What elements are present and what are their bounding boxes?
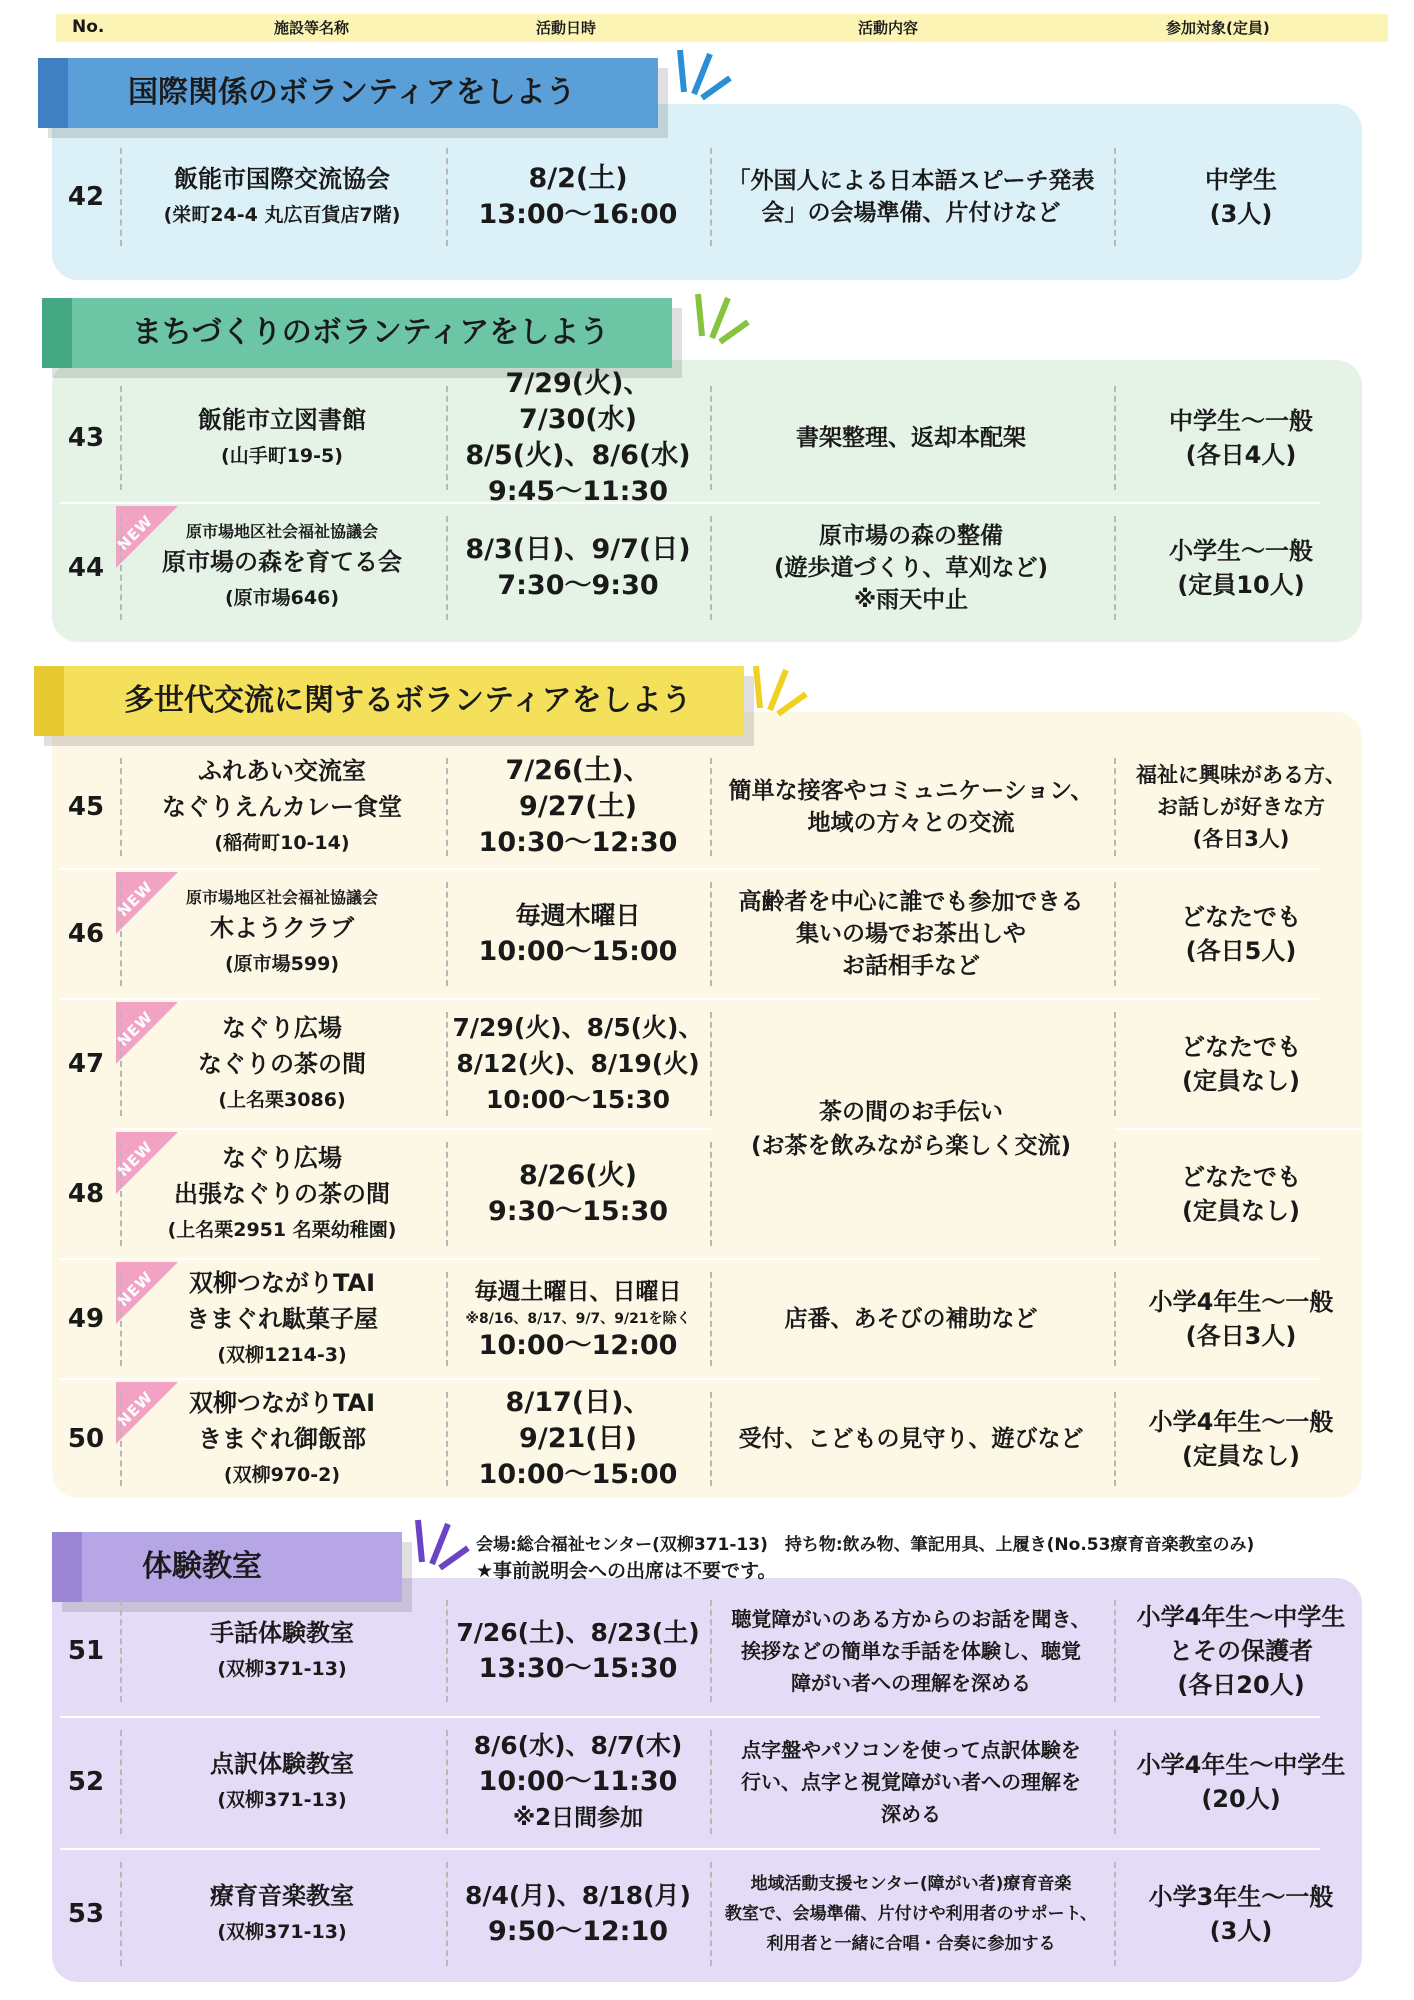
table-row [52, 748, 1362, 866]
activity-datetime: 毎週木曜日 10:00～15:00 [478, 901, 678, 967]
table-row [52, 1852, 1362, 1976]
new-badge: NEW [113, 1267, 157, 1311]
table-row [52, 1132, 1362, 1256]
table-row [52, 506, 1362, 630]
table-row [52, 1382, 1362, 1496]
target: 小学4年生～中学生 とその保護者 (各日20人) [1136, 1603, 1346, 1699]
target: どなたでも (定員なし) [1181, 1033, 1301, 1095]
section-international-title: 国際関係のボランティアをしよう [38, 58, 658, 128]
activity-content: 地域活動支援センター(障がい者)療育音楽 教室で、会場準備、片付けや利用者のサポート、 利用者と一緒に合唱・合奏に参加する [724, 1874, 1098, 1954]
target: どなたでも (各日5人) [1181, 903, 1301, 965]
header-target: 参加対象(定員) [1166, 19, 1270, 37]
activity-content: 聴覚障がいのある方からのお話を聞き、 挨拶などの簡単な手話を体験し、聴覚 障がい者への理解を深める [731, 1607, 1091, 1695]
target: 中学生～一般 (各日4人) [1169, 407, 1313, 469]
facility-name: 点訳体験教室 (双柳371-13) [210, 1750, 354, 1811]
activity-datetime: 毎週土曜日、日曜日 ※8/16、8/17、9/7、9/21を除く 10:00～12:00 [465, 1279, 691, 1361]
activity-content: 点字盤やパソコンを使って点訳体験を 行い、点字と視覚障がい者への理解を 深める [741, 1738, 1081, 1826]
row-number: 52 [67, 1767, 105, 1797]
facility-name: 飯能市立図書館 (山手町19-5) [198, 406, 366, 467]
row-number: 51 [67, 1636, 105, 1666]
activity-datetime: 7/29(火)、7/30(水) 8/5(火)、8/6(水) 9:45～11:30 [465, 368, 691, 507]
activity-datetime: 8/26(火) 9:30～15:30 [487, 1160, 669, 1227]
header-facility: 施設等名称 [274, 19, 350, 37]
row-number: 43 [67, 423, 105, 453]
activity-datetime: 8/3(日)、9/7(日) 7:30～9:30 [465, 534, 691, 601]
facility-name: 原市場地区社会福祉協議会 原市場の森を育てる会 (原市場646) [162, 522, 402, 609]
activity-content: 原市場の森の整備 (遊歩道づくり、草刈など) ※雨天中止 [773, 523, 1049, 613]
target: 小学4年生～中学生 (20人) [1136, 1751, 1346, 1813]
table-row [52, 1002, 1362, 1126]
facility-name: 飯能市国際交流協会 (栄町24-4 丸広百貨店7階) [163, 165, 401, 226]
header-no: No. [72, 17, 105, 37]
facility-name: 療育音楽教室 (双柳371-13) [210, 1882, 354, 1943]
facility-name: 双柳つながりTAI きまぐれ駄菓子屋 (双柳1214-3) [186, 1269, 378, 1366]
activity-datetime: 8/17(日)、9/21(日) 10:00～15:00 [478, 1387, 678, 1490]
target: 小学3年生～一般 (3人) [1148, 1883, 1334, 1945]
section-multigen-title: 多世代交流に関するボランティアをしよう [34, 666, 744, 736]
activity-datetime: 8/4(月)、8/18(月) 9:50～12:10 [465, 1881, 691, 1947]
section-town-title: まちづくりのボランティアをしよう [42, 298, 672, 368]
activity-datetime: 7/26(土)、9/27(土) 10:30～12:30 [478, 755, 678, 858]
activity-content: 店番、あそびの補助など [784, 1306, 1038, 1332]
facility-name: 双柳つながりTAI きまぐれ御飯部 (双柳970-2) [188, 1389, 375, 1486]
activity-content: 高齢者を中心に誰でも参加できる 集いの場でお茶出しや お話相手など [738, 889, 1084, 979]
table-row [52, 368, 1362, 507]
activity-datetime: 7/29(火)、8/5(火)、 8/12(火)、8/19(火) 10:00～15:30 [452, 1013, 704, 1114]
activity-content: 簡単な接客やコミュニケーション、 地域の方々との交流 [728, 778, 1094, 836]
merged-activity-content: 茶の間のお手伝い (お茶を飲みながら楽しく交流) [750, 1099, 1072, 1159]
row-number: 46 [67, 919, 105, 949]
section-experience-title: 体験教室 [52, 1532, 402, 1602]
burst-icon [752, 656, 812, 716]
target: どなたでも (定員なし) [1181, 1163, 1301, 1225]
header-datetime: 活動日時 [536, 19, 597, 37]
activity-datetime: 8/6(水)、8/7(木) 10:00～11:30 ※2日間参加 [473, 1731, 683, 1831]
row-number: 45 [67, 792, 105, 822]
header-content: 活動内容 [858, 19, 919, 37]
target: 小学4年生～一般 (各日3人) [1148, 1288, 1334, 1350]
activity-content: 「外国人による日本語スピーチ発表 会」の会場準備、片付けなど [727, 168, 1095, 226]
table-row [52, 1720, 1362, 1844]
facility-name: 手話体験教室 (双柳371-13) [210, 1619, 354, 1680]
table-row [52, 872, 1362, 996]
table-row [52, 138, 1362, 256]
target: 福祉に興味がある方、 お話しが好きな方 (各日3人) [1136, 763, 1346, 851]
table-row [52, 1590, 1362, 1712]
table-header [56, 14, 1388, 42]
target: 小学4年生～一般 (定員なし) [1148, 1408, 1334, 1470]
row-number: 44 [67, 553, 105, 583]
activity-content: 書架整理、返却本配架 [796, 425, 1026, 451]
facility-name: なぐり広場 なぐりの茶の間 (上名栗3086) [198, 1014, 366, 1111]
row-number: 42 [67, 182, 105, 212]
new-badge: NEW [113, 1387, 157, 1431]
burst-icon [676, 40, 736, 100]
burst-icon [694, 284, 754, 344]
row-number: 50 [67, 1424, 105, 1454]
new-badge: NEW [113, 511, 157, 555]
new-badge: NEW [113, 1007, 157, 1051]
row-number: 48 [67, 1179, 105, 1209]
facility-name: 原市場地区社会福祉協議会 木ようクラブ (原市場599) [185, 888, 378, 975]
new-badge: NEW [113, 1137, 157, 1181]
activity-content: 受付、こどもの見守り、遊びなど [738, 1426, 1084, 1452]
target: 中学生 (3人) [1205, 166, 1277, 228]
new-badge: NEW [113, 877, 157, 921]
table-row [52, 1262, 1362, 1376]
experience-note-venue: 会場:総合福祉センター(双柳371-13) 持ち物:飲み物、筆記用具、上履き(No.53療育音楽教室のみ) [476, 1535, 1255, 1555]
facility-name: なぐり広場 出張なぐりの茶の間 (上名栗2951 名栗幼稚園) [167, 1144, 397, 1241]
activity-datetime: 8/2(土) 13:00～16:00 [478, 163, 678, 230]
row-number: 49 [67, 1304, 105, 1334]
row-number: 47 [67, 1049, 105, 1079]
burst-icon [414, 1510, 474, 1570]
target: 小学生～一般 (定員10人) [1169, 537, 1313, 599]
experience-note-briefing: ★事前説明会への出席は不要です。 [476, 1560, 777, 1582]
facility-name: ふれあい交流室 なぐりえんカレー食堂 (稲荷町10-14) [162, 757, 402, 854]
row-number: 53 [67, 1899, 105, 1929]
activity-datetime: 7/26(土)、8/23(土) 13:30～15:30 [456, 1618, 700, 1684]
